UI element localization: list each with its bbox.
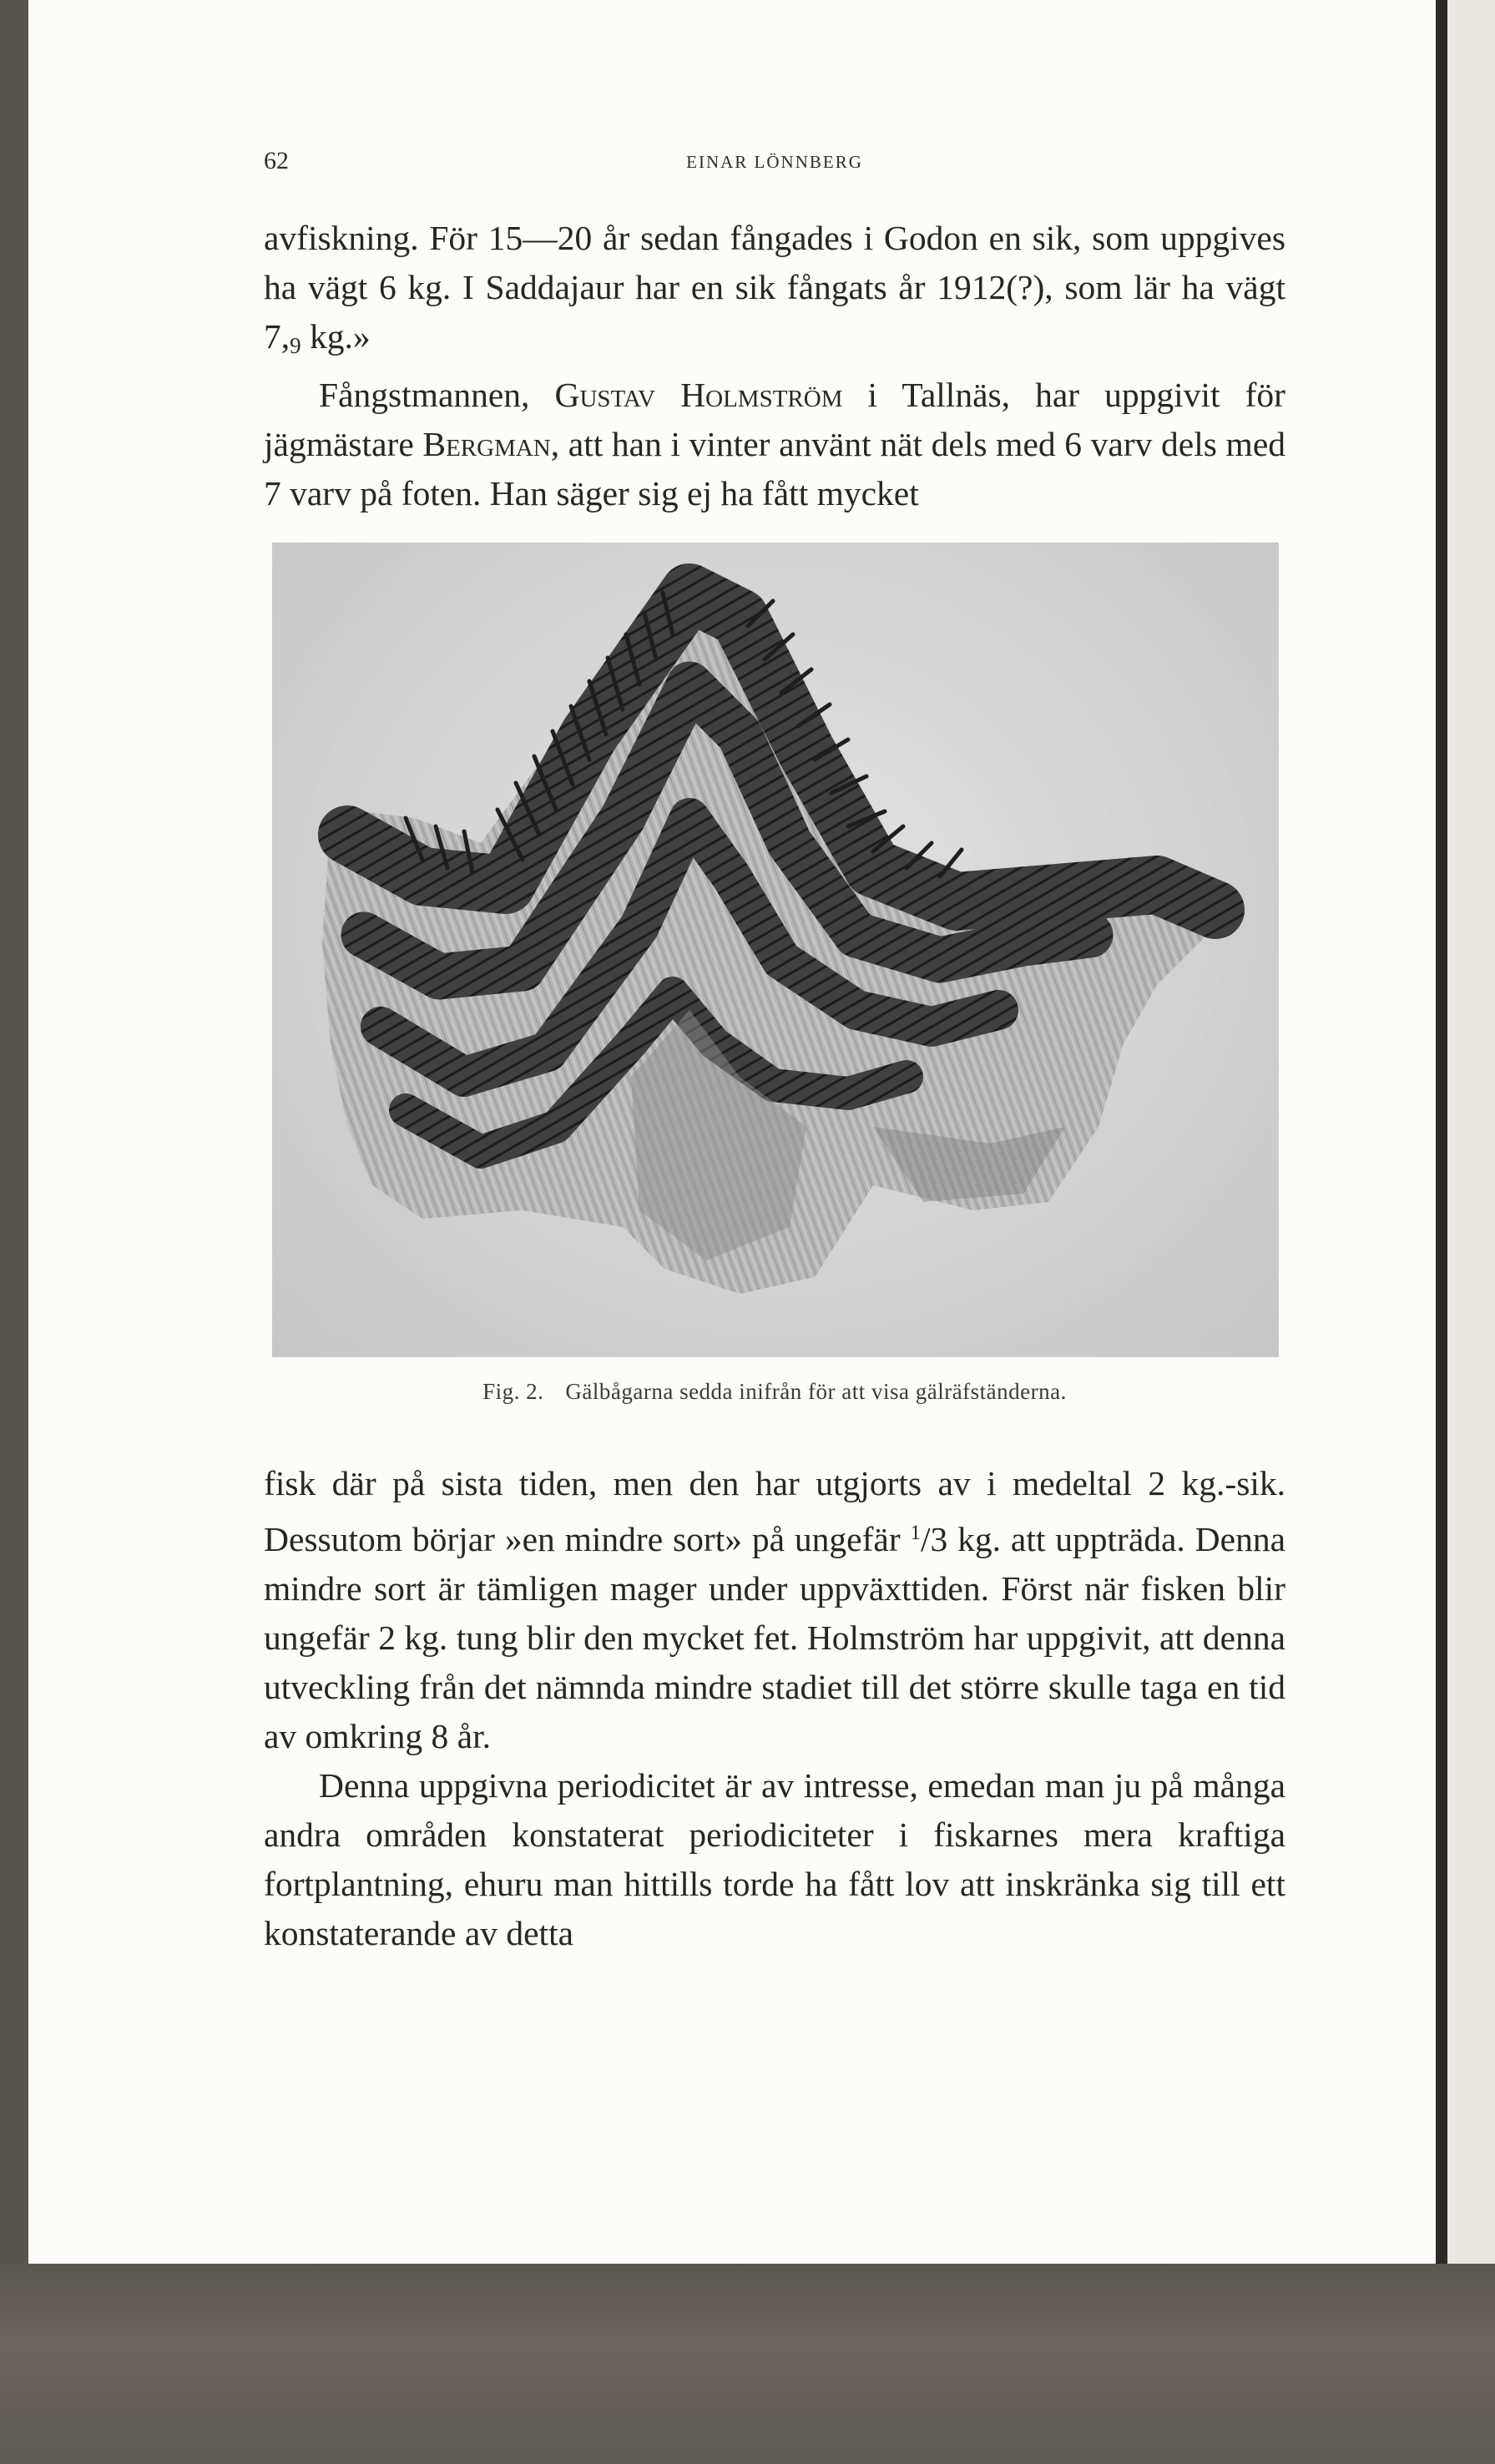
gill-arch-photograph (272, 543, 1279, 1357)
scan-edge (1447, 0, 1495, 2264)
scan-border-strip (1436, 0, 1447, 2264)
figure-caption (264, 1379, 1285, 1405)
paragraph: Fångstmannen, Gustav Holmström i Tallnäs, har uppgivit för jägmästare Bergman, att han i vinter använt nät dels med 6 varv dels med 7 varv på foten. Han säger sig ej ha fått mycket (264, 376, 1285, 512)
person-name: Gustav Holmström (554, 376, 843, 414)
person-name: Bergman (422, 425, 551, 463)
figure-label: Fig. 2. (482, 1379, 544, 1404)
scan-background (0, 2264, 1495, 2464)
figure-caption-text: Gälbågarna sedda inifrån för att visa gälräfständerna. (565, 1379, 1067, 1404)
paragraph: Denna uppgivna periodicitet är av intresse, emedan man ju på många andra områden konstaterat periodiciteter i fiskarnes mera kraftiga fortplantning, ehuru man hittills torde ha fått lov att inskränka sig till ett konstaterande av detta (264, 1766, 1285, 1952)
paragraph: avfiskning. För 15—20 år sedan fångades i Godon en sik, som uppgives ha vägt 6 kg. I Saddajaur har en sik fångats år 1912(?), som lär ha vägt $7,_9$ kg.» (264, 219, 1285, 358)
page-number: 62 (264, 147, 289, 174)
page-header (264, 147, 1285, 189)
body-text-top (264, 214, 1285, 518)
paragraph: fisk där på sista tiden, men den har utgjorts av i medeltal 2 kg.-sik. Dessutom börjar »en mindre sort» på ungefär $^1$/3 kg. att uppträda. Denna mindre sort är tämligen mager under uppväxttiden. Först när fisken blir ungefär 2 kg. tung blir den mycket fet. Holmström har uppgivit, att denna utveckling från det nämnda mindre stadiet till det större skulle taga en tid av omkring 8 år. (264, 1464, 1285, 1755)
body-text-bottom (264, 1459, 1285, 1958)
running-head: EINAR LÖNNBERG (686, 152, 863, 172)
